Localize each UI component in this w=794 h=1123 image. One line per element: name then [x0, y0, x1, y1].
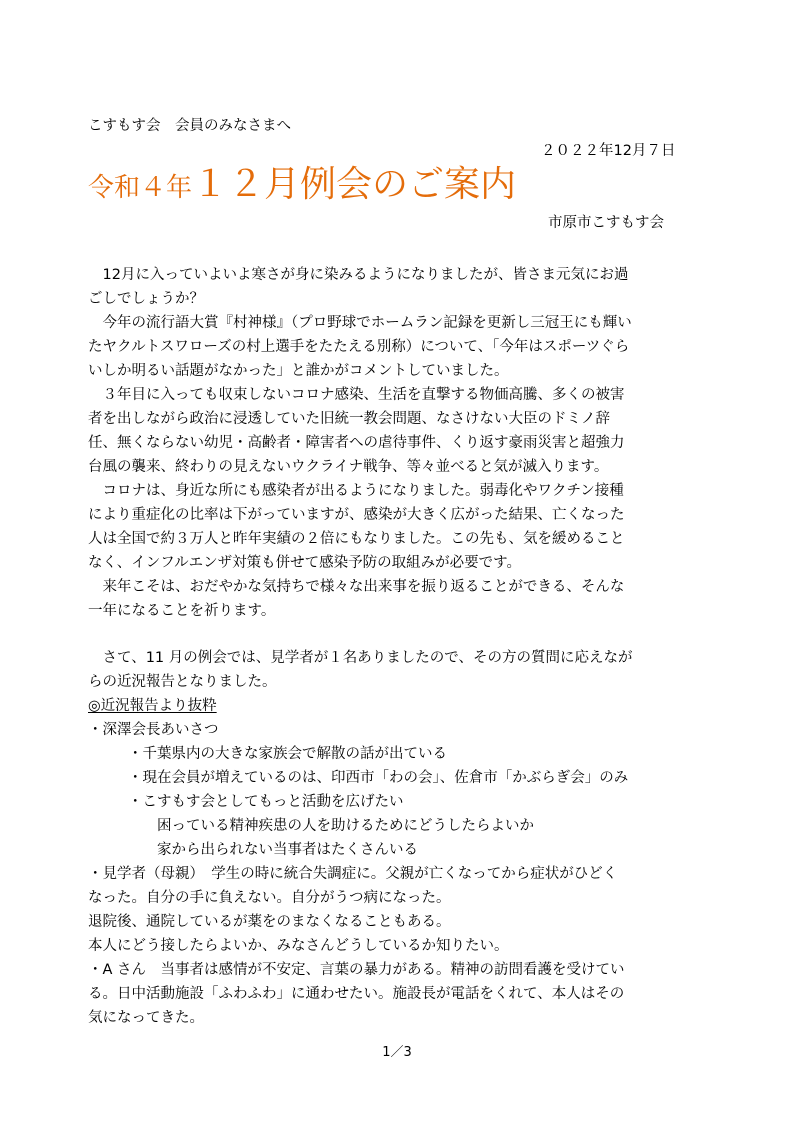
- body-line: 台風の襲来、終わりの見えないウクライナ戦争、等々並べると気が滅入ります。: [88, 459, 609, 475]
- body-line: らの近況報告となりました。: [88, 674, 277, 690]
- report-line: ・深澤会長あいさつ: [88, 722, 219, 738]
- title-main: １２月例会のご案内: [192, 164, 517, 205]
- report-line: なった。自分の手に負えない。自分がうつ病になった。: [88, 890, 451, 906]
- body-line: 人は全国で約３万人と昨年実績の２倍にもなりました。この先も、気を緩めること: [88, 531, 625, 547]
- report-line: ・A さん 当事者は感情が不安定、言葉の暴力がある。精神の訪問看護を受けてい: [88, 962, 625, 978]
- body-line: コロナは、身近な所にも感染者が出るようになりました。弱毒化やワクチン接種: [88, 483, 624, 499]
- body-line: 12月に入っていよいよ寒さが身に染みるようになりましたが、皆さま元気にお過: [88, 267, 629, 283]
- addressee: こすもす会 会員のみなさまへ: [88, 118, 291, 134]
- body-line: たヤクルトスワローズの村上選手をたたえる別称）について、「今年はスポーツぐら: [88, 339, 630, 355]
- body-line: により重症化の比率は下がっていますが、感染が大きく広がった結果、亡くなった: [88, 507, 625, 523]
- body-line: なく、インフルエンザ対策も併せて感染予防の取組みが必要です。: [88, 555, 521, 571]
- report-line: 家から出られない当事者はたくさんいる: [157, 842, 418, 858]
- body-line: 者を出しながら政治に浸透していた旧統一教会問題、なさけない大臣のドミノ辞: [88, 411, 610, 427]
- title-era: 令和４年: [88, 173, 193, 203]
- body-line: ３年目に入っても収束しないコロナ感染、生活を直撃する物価高騰、多くの被害: [88, 387, 625, 403]
- report-line: 退院後、通院しているが薬をのまなくなることもある。: [88, 914, 451, 930]
- body-line: 任、無くならない幼児・高齢者・障害者への虐待事件、くり返す豪雨災害と超強力: [88, 435, 625, 451]
- body-line: さて、11 月の例会では、見学者が１名ありましたので、その方の質問に応えなが: [88, 650, 633, 666]
- report-line: ・千葉県内の大きな家族会で解散の話が出ている: [128, 746, 447, 762]
- report-line: 気になってきた。: [88, 1010, 204, 1026]
- document-date: ２０２２年12月７日: [541, 143, 676, 159]
- report-line: ・見学者（母親） 学生の時に統合失調症に。父親が亡くなってから症状がひどく: [88, 866, 618, 882]
- document-title: [88, 164, 517, 205]
- report-line: ・現在会員が増えているのは、印西市「わの会」、佐倉市「かぶらぎ会」のみ: [128, 770, 629, 786]
- body-line: ごしでしょうか？: [88, 291, 204, 307]
- sender-name: 市原市こすもす会: [548, 215, 664, 231]
- report-line: ・こすもす会としてもっと活動を広げたい: [128, 794, 404, 810]
- body-line: いしか明るい話題がなかった」と誰かがコメントしていました。: [88, 363, 509, 379]
- report-line: 困っている精神疾患の人を助けるためにどうしたらよいか: [157, 818, 534, 834]
- report-line: る。日中活動施設「ふわふわ」に通わせたい。施設長が電話をくれて、本人はその: [88, 986, 625, 1002]
- report-line: 本人にどう接したらよいか、みなさんどうしているか知りたい。: [88, 938, 509, 954]
- body-line: 来年こそは、おだやかな気持ちで様々な出来事を振り返ることができる、そんな: [88, 579, 625, 595]
- body-line: 一年になることを祈ります。: [88, 603, 276, 619]
- report-heading: ◎近況報告より抜粋: [88, 698, 217, 714]
- page-number: 1／3: [382, 1045, 412, 1060]
- body-line: 今年の流行語大賞『村神様』（プロ野球でホームラン記録を更新し三冠王にも輝い: [88, 315, 632, 331]
